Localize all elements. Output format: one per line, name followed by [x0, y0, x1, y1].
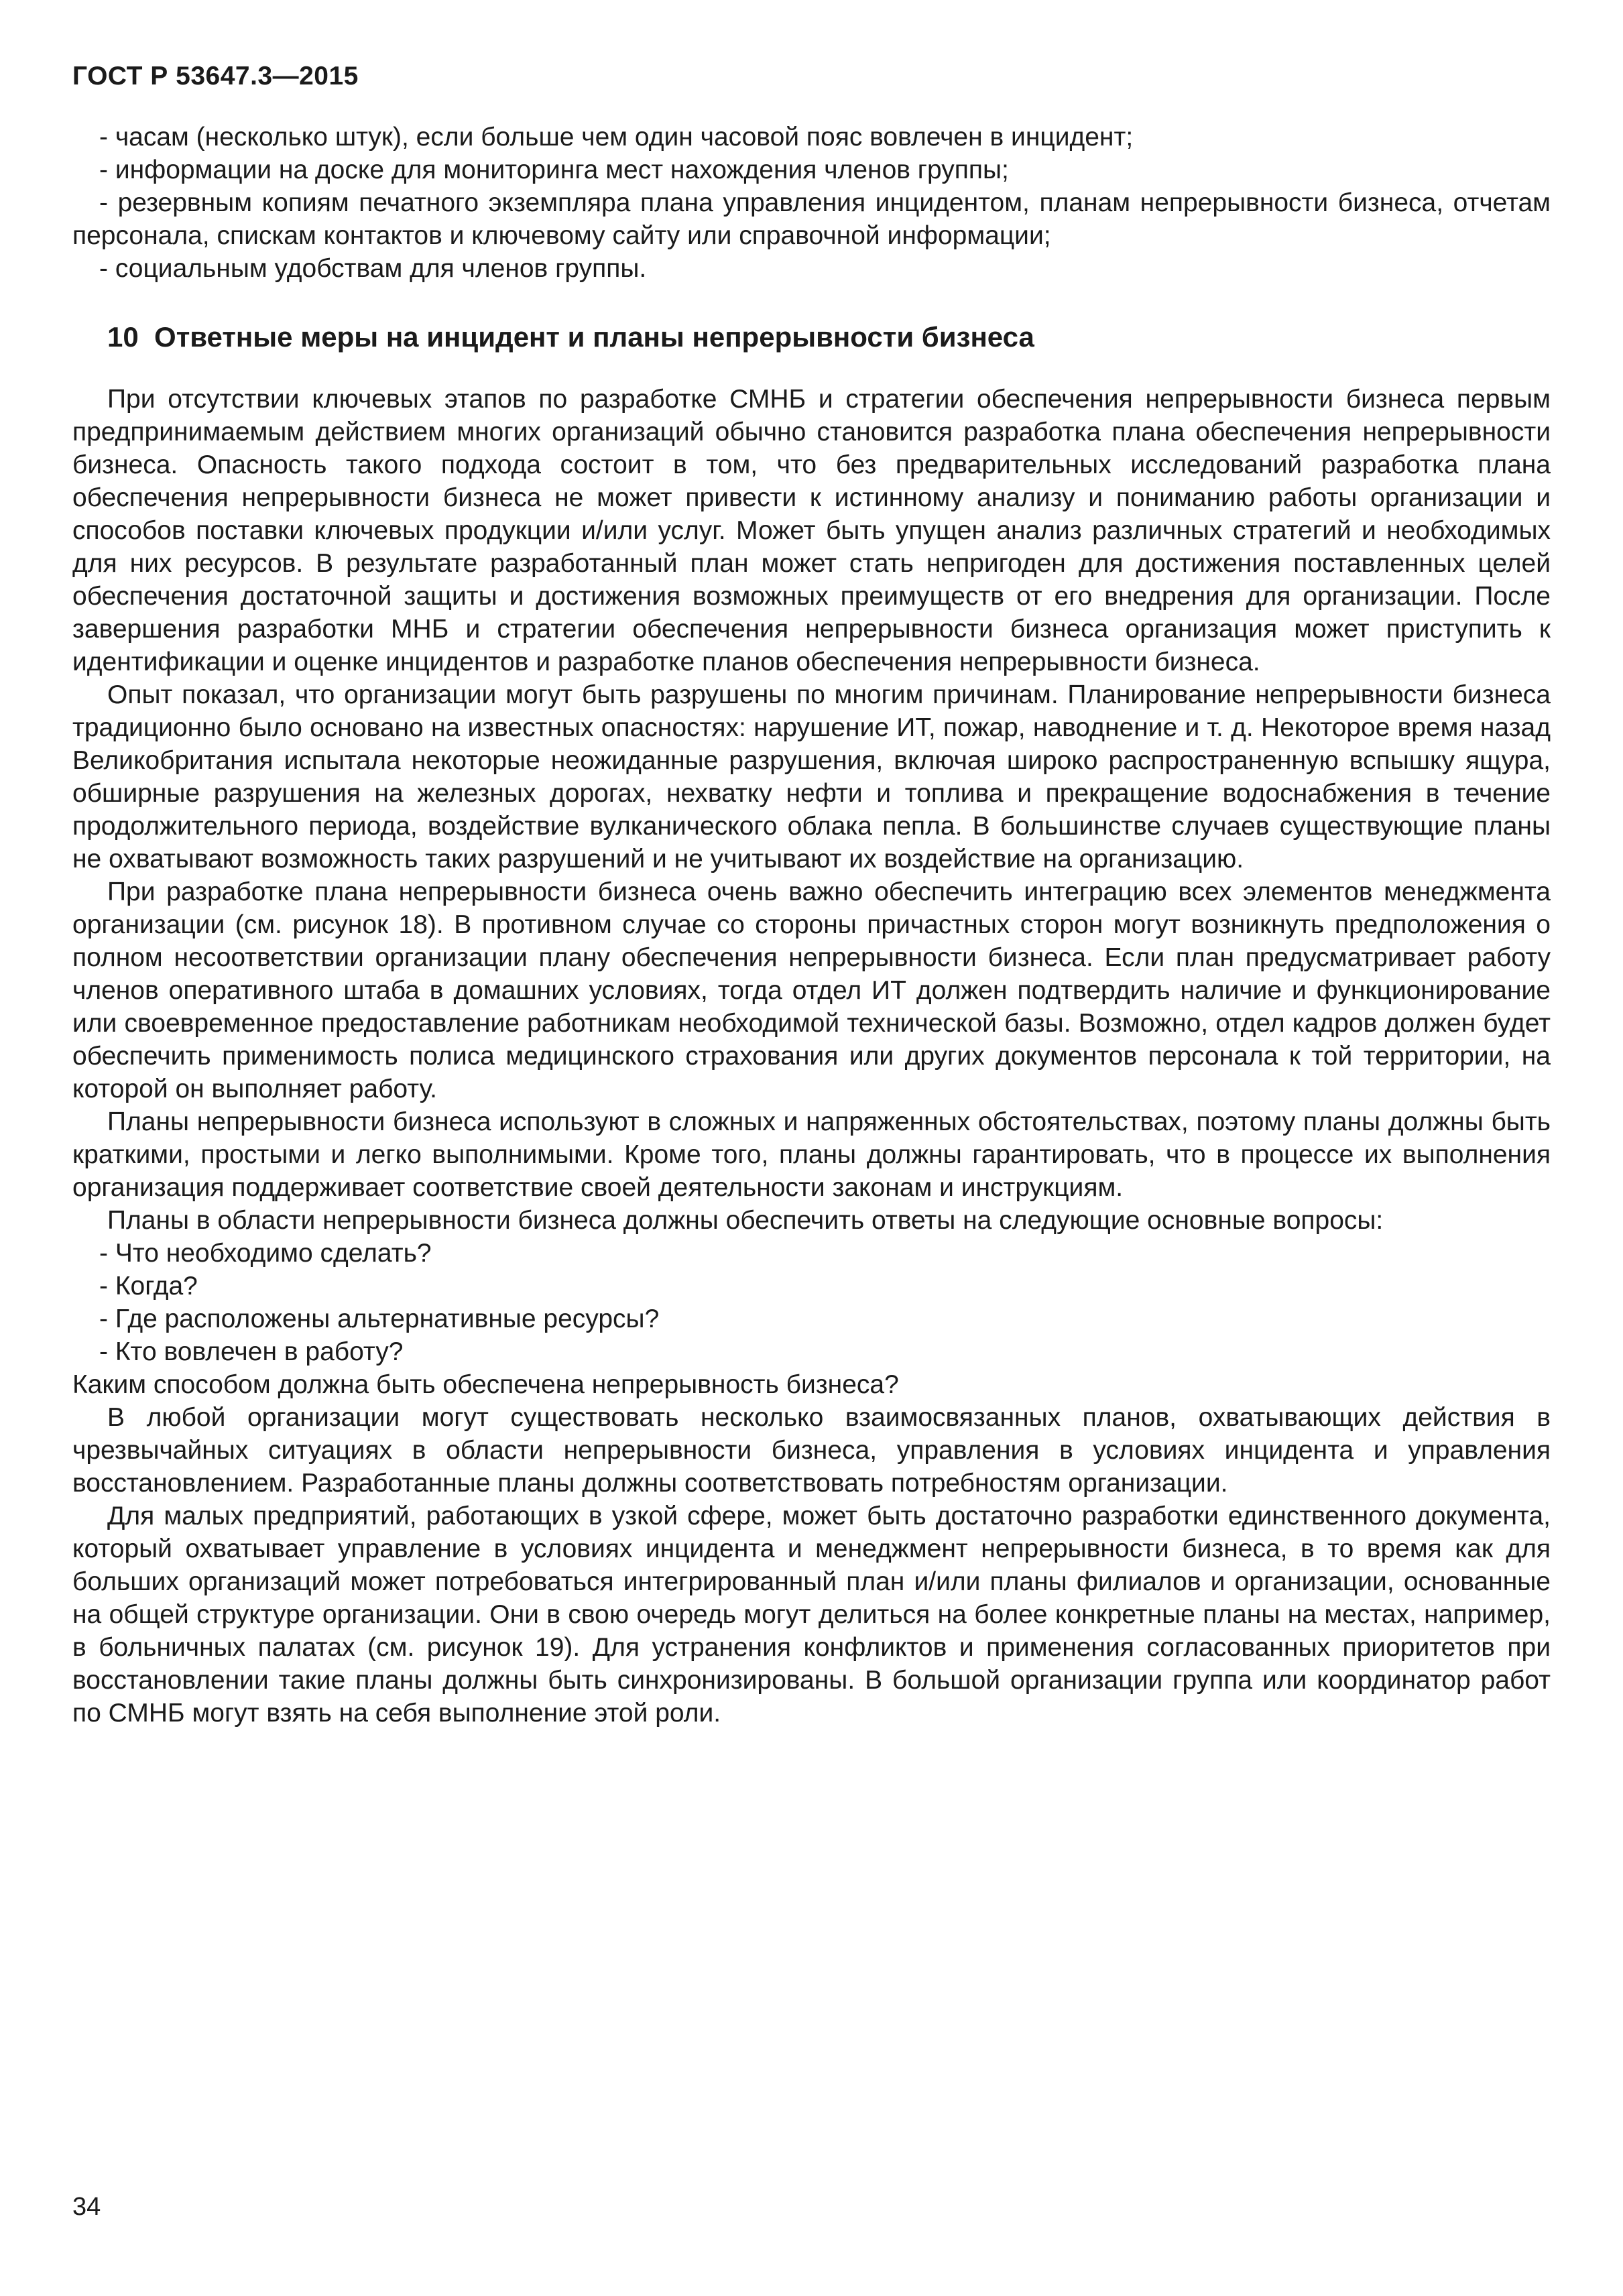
page-content	[72, 62, 1551, 1730]
paragraph: Планы в области непрерывности бизнеса должны обеспечить ответы на следующие основные вопросы:	[107, 1206, 1384, 1235]
paragraph: Планы непрерывности бизнеса используют в сложных и напряженных обстоятельствах, поэтому планы должны быть краткими, простыми и легко выполнимыми. Кроме того, планы должны гарантировать, что в процессе их выполнения организация поддерживает соответствие своей деятельности законам и инструкциям.	[72, 1107, 1551, 1202]
bullet-item: - информации на доске для мониторинга мест нахождения членов группы;	[99, 156, 1009, 184]
document-header: ГОСТ Р 53647.3—2015	[72, 62, 359, 90]
paragraph: В любой организации могут существовать несколько взаимосвязанных планов, охватывающих действия в чрезвычайных ситуациях в области непрерывности бизнеса, управления в условиях инцидента и управления восстановлением. Разработанные планы должны соответствовать потребностям организации.	[72, 1403, 1551, 1498]
question-item: - Где расположены альтернативные ресурсы?	[99, 1305, 660, 1333]
paragraph: Опыт показал, что организации могут быть разрушены по многим причинам. Планирование непрерывности бизнеса традиционно было основано на известных опасностях: нарушение ИТ, пожар, наводнение и т. д. Некоторое время назад Великобритания испытала некоторые неожиданные разрушения, включая широко распространенную вспышку ящура, обширные разрушения на железных дорогах, нехватку нефти и топлива и прекращение водоснабжения в течение продолжительного периода, воздействие вулканического облака пепла. В большинстве случаев существующие планы не охватывают возможность таких разрушений и не учитывают их воздействие на организацию.	[72, 680, 1551, 873]
question-item-final: Каким способом должна быть обеспечена непрерывность бизнеса?	[72, 1370, 899, 1399]
bullet-item: - часам (несколько штук), если больше чем один часовой пояс вовлечен в инцидент;	[99, 123, 1134, 152]
bullet-item: - резервным копиям печатного экземпляра плана управления инцидентом, планам непрерывности бизнеса, отчетам персонала, спискам контактов и ключевому сайту или справочной информации;	[72, 188, 1551, 250]
page-number: 34	[72, 2193, 101, 2221]
paragraph: При отсутствии ключевых этапов по разработке СМНБ и стратегии обеспечения непрерывности бизнеса первым предпринимаемым действием многих организаций обычно становится разработка плана обеспечения непрерывности бизнеса. Опасность такого подхода состоит в том, что без предварительных исследований разработка плана обеспечения непрерывности бизнеса не может привести к истинному анализу и пониманию работы организации и способов поставки ключевых продукции и/или услуг. Может быть упущен анализ различных стратегий и необходимых для них ресурсов. В результате разработанный план может стать непригоден для достижения поставленных целей обеспечения достаточной защиты и достижения возможных преимуществ от его внедрения для организации. После завершения разработки МНБ и стратегии обеспечения непрерывности бизнеса организация может приступить к идентификации и оценке инцидентов и разработке планов обеспечения непрерывности бизнеса.	[72, 385, 1551, 676]
paragraph: При разработке плана непрерывности бизнеса очень важно обеспечить интеграцию всех элементов менеджмента организации (см. рисунок 18). В противном случае со стороны причастных сторон могут возникнуть предположения о полном несоответствии организации плану обеспечения непрерывности бизнеса. Если план предусматривает работу членов оперативного штаба в домашних условиях, тогда отдел ИТ должен подтвердить наличие и функционирование или своевременное предоставление работникам необходимой технической базы. Возможно, отдел кадров должен будет обеспечить применимость полиса медицинского страхования или других документов персонала к той территории, на которой он выполняет работу.	[72, 878, 1551, 1103]
question-item: - Кто вовлечен в работу?	[99, 1337, 404, 1366]
question-item: - Что необходимо сделать?	[99, 1239, 432, 1268]
section-heading: 10 Ответные меры на инцидент и планы непрерывности бизнеса	[107, 321, 1034, 353]
paragraph: Для малых предприятий, работающих в узкой сфере, может быть достаточно разработки единственного документа, который охватывает управление в условиях инцидента и менеджмент непрерывности бизнеса, в то время как для больших организаций может потребоваться интегрированный план и/или планы филиалов и организации, основанные на общей структуре организации. Они в свою очередь могут делиться на более конкретные планы на местах, например, в больничных палатах (см. рисунок 19). Для устранения конфликтов и применения согласованных приоритетов при восстановлении такие планы должны быть синхронизированы. В большой организации группа или координатор работ по СМНБ могут взять на себя выполнение этой роли.	[72, 1502, 1551, 1728]
bullet-item: - социальным удобствам для членов группы.	[99, 254, 647, 283]
question-item: - Когда?	[99, 1272, 198, 1301]
